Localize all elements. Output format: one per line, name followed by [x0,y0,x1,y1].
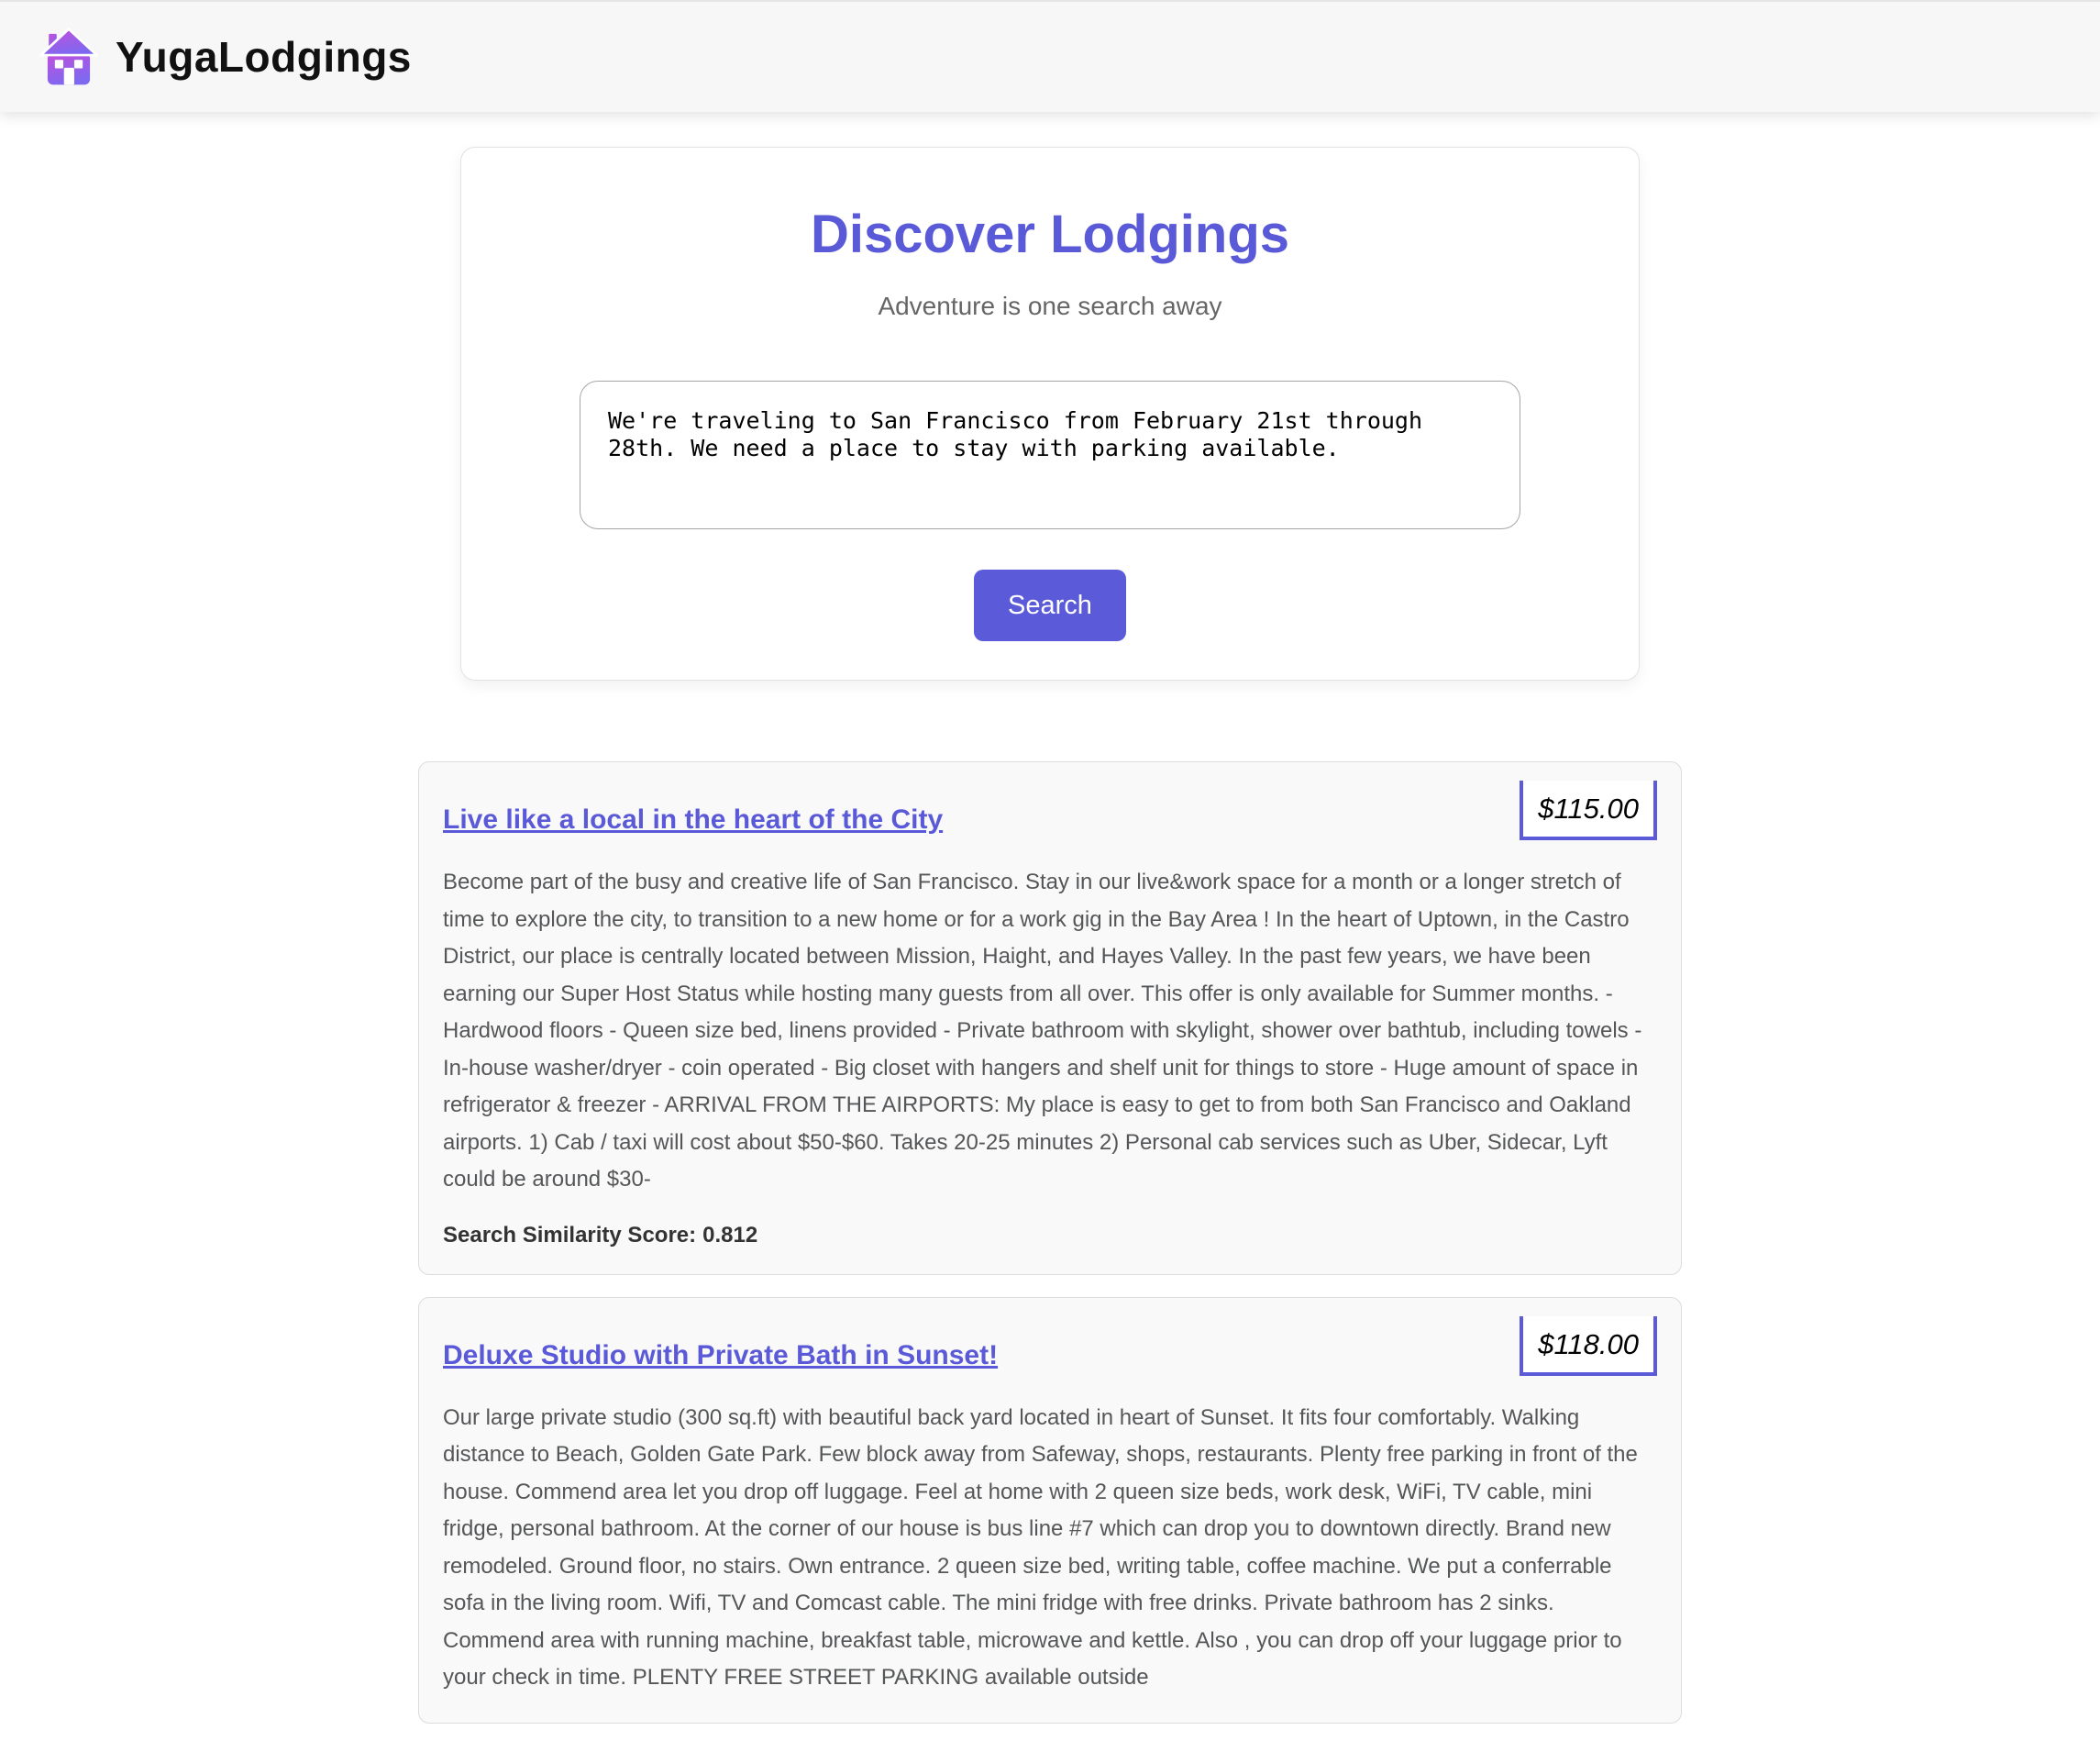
result-price-badge: $118.00 [1520,1316,1657,1376]
search-query-input[interactable] [580,381,1520,529]
main-content [0,147,2100,1724]
house-icon [39,27,99,87]
results-list [418,761,1682,1724]
similarity-score-value: 0.812 [702,1222,758,1248]
result-card-header [443,1316,1657,1376]
result-card-header [443,781,1657,840]
search-title: Discover Lodgings [810,205,1290,264]
result-similarity-score [443,1223,1657,1248]
result-price-badge: $115.00 [1520,781,1657,840]
result-description: Become part of the busy and creative life of San Francisco. Stay in our live&work space for a month or a longer stretch of time to explore the city, to transition to a new home or for a work gig in the Bay Area ! In the heart of Uptown, in the Castro District, our place is centrally located between Mission, Haight, and Hayes Valley. In the past few years, we have been earning our Super Host Status while hosting many guests from all over. This offer is only available for Summer months. - Hardwood floors - Queen size bed, linens provided - Private bathroom with skylight, shower over bathtub, including towels - In-house washer/dryer - coin operated - Big closet with hangers and shelf unit for things to store - Huge amount of space in refrigerator & freezer - ARRIVAL FROM THE AIRPORTS: My place is easy to get to from both San Francisco and Oakland airports. 1) Cab / taxi will cost about $50-$60. Takes 20-25 minutes 2) Personal cab services such as Uber, Sidecar, Lyft could be around $30- [443,870,1642,1192]
result-card [418,1297,1682,1724]
result-card [418,761,1682,1275]
result-description: Our large private studio (300 sq.ft) with beautiful back yard located in heart of Sunset. It fits four comfortably. Walking distance to Beach, Golden Gate Park. Few block away from Safeway, shops, restaurants. Plenty free parking in front of the house. Commend area let you drop off luggage. Feel at home with 2 queen size beds, work desk, WiFi, TV cable, mini fridge, personal bathroom. At the corner of our house is bus line #7 which can drop you to downtown directly. Brand new remodeled. Ground floor, no stairs. Own entrance. 2 queen size bed, writing table, coffee machine. We put a conferrable sofa in the living room. Wifi, TV and Comcast cable. The mini fridge with free drinks. Private bathroom has 2 sinks. Commend area with running machine, breakfast table, microwave and kettle. Also , you can drop off your luggage prior to your check in time. PLENTY FREE STREET PARKING available outside [443,1404,1638,1690]
search-button[interactable]: Search [974,570,1126,641]
result-title-link[interactable]: Live like a local in the heart of the City [443,804,944,835]
search-subtitle: Adventure is one search away [878,292,1222,320]
app-header [0,0,2100,112]
app-title: YugaLodgings [116,33,412,81]
result-title-link[interactable]: Deluxe Studio with Private Bath in Sunset! [443,1339,999,1370]
search-card [460,147,1640,681]
similarity-score-label: Search Similarity Score: [443,1222,697,1248]
